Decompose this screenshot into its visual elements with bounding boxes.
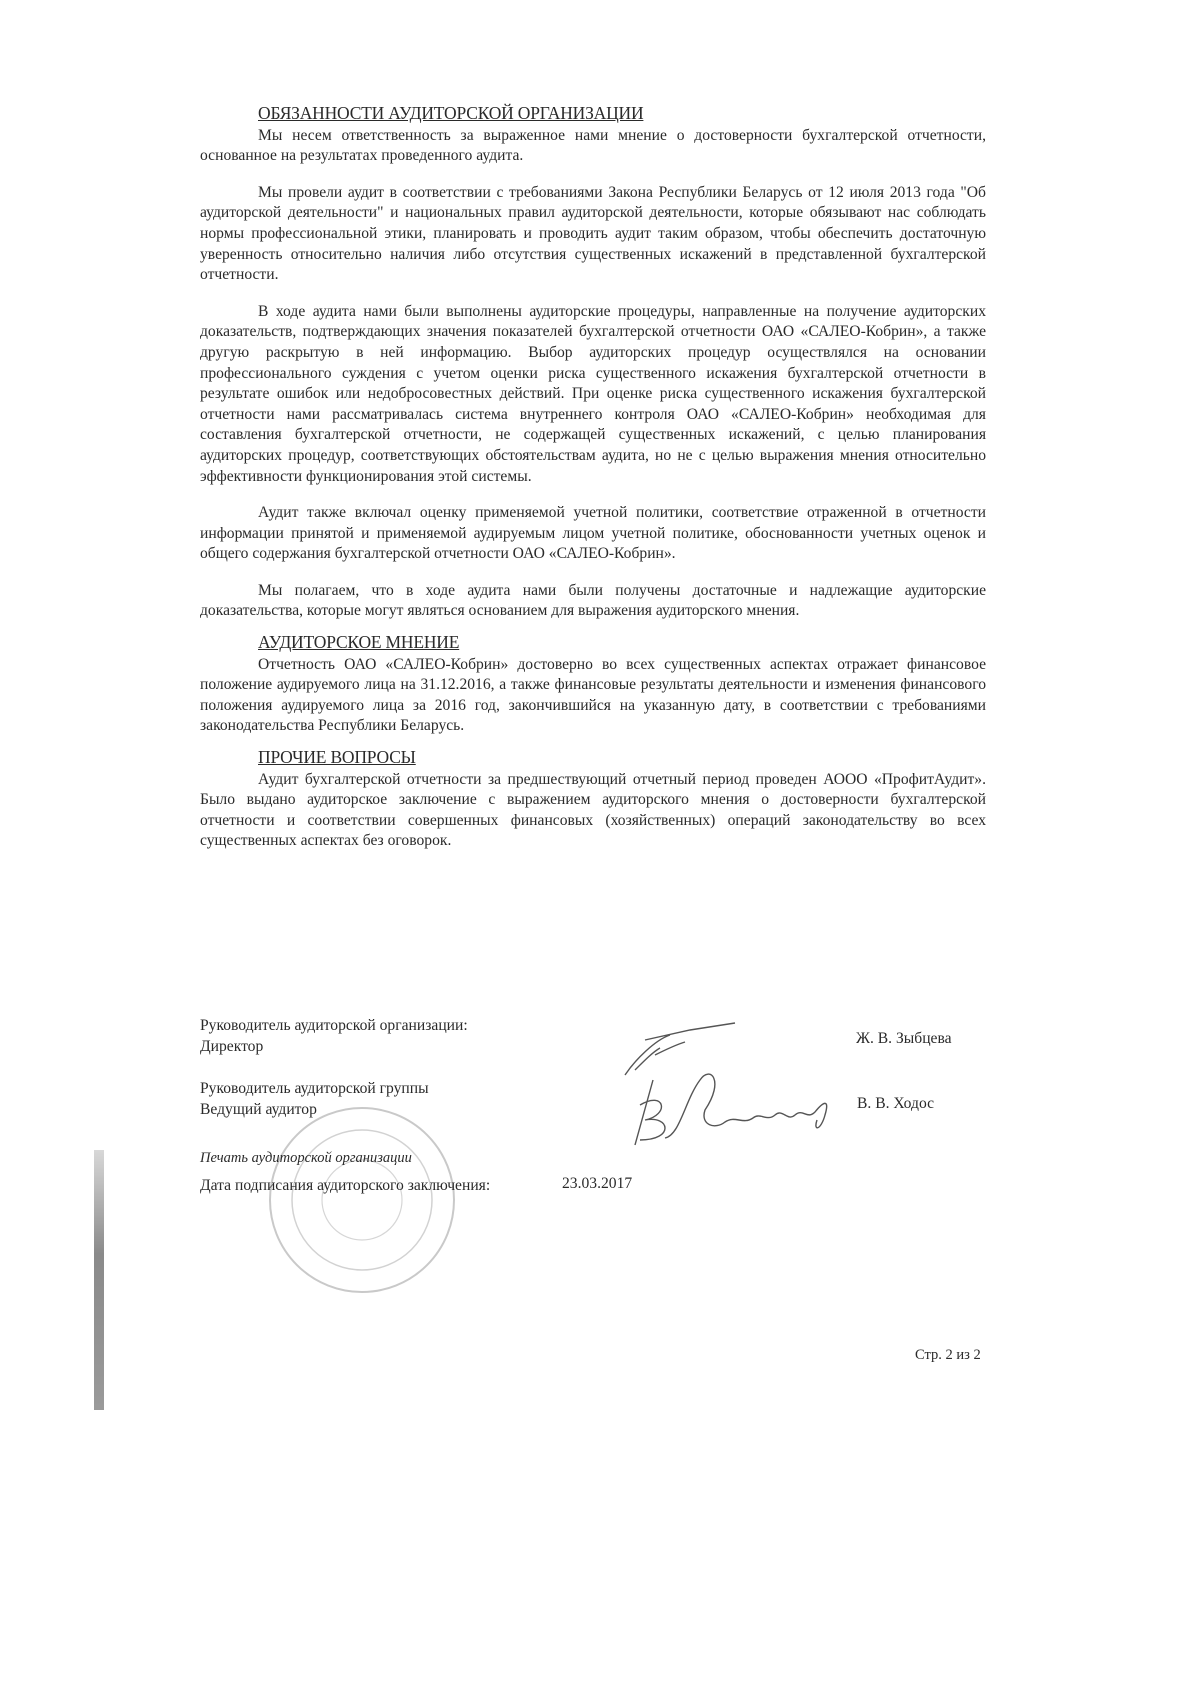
paragraph: Аудит бухгалтерской отчетности за предшествующий отчетный период проведен АООО «ПрофитАудит». Было выдано аудиторское заключение с выражением аудиторского мнения о достоверности бухгалтерской отчетности и соответствии совершенных финансовых (хозяйственных) операций законодательству во всех существенных аспектах без оговорок. (200, 770, 986, 850)
paragraph: Мы несем ответственность за выраженное нами мнение о достоверности бухгалтерской отчетности, основанное на результатах проведенного аудита. (200, 126, 986, 165)
section-other-matters (200, 747, 986, 852)
audit-organization-stamp (262, 1100, 462, 1300)
paragraph: В ходе аудита нами были выполнены аудиторские процедуры, направленные на получение аудиторских доказательств, подтверждающих значения показателей бухгалтерской отчетности ОАО «САЛЕО-Кобрин», а также другую раскрытую в ней информацию. Выбор аудиторских процедур осуществлялся на основании профессионального суждения с учетом оценки риска существенного искажения бухгалтерской отчетности в результате ошибок или недобросовестных действий. При оценке риска существенного искажения бухгалтерской отчетности нами рассматривалась система внутреннего контроля ОАО «САЛЕО-Кобрин» необходимая для составления бухгалтерской отчетности, не содержащей существенных искажений, с целью планирования аудиторских процедур, соответствующих обстоятельствам аудита, но не с целью выражения мнения относительно эффективности функционирования этой системы. (200, 302, 986, 485)
org-head-label: Руководитель аудиторской организации: (200, 1017, 468, 1034)
section-heading: АУДИТОРСКОЕ МНЕНИЕ (258, 632, 460, 653)
group-head-title: Ведущий аудитор (200, 1101, 317, 1118)
org-head-title: Директор (200, 1038, 264, 1055)
paragraph: Мы полагаем, что в ходе аудита нами были получены достаточные и надлежащие аудиторские доказательства, которые могут являться основанием для выражения аудиторского мнения. (200, 581, 986, 620)
section-audit-opinion (200, 632, 986, 737)
paragraph: Отчетность ОАО «САЛЕО-Кобрин» достоверно во всех существенных аспектах отражает финансовое положение аудируемого лица на 31.12.2016, а также финансовые результаты деятельности и изменения финансового положения аудируемого лица за 2016 год, закончившийся на указанную дату, в соответствии с требованиями законодательства Республики Беларусь. (200, 655, 986, 735)
org-head-name: Ж. В. Зыбцева (856, 1030, 952, 1047)
page-number: Стр. 2 из 2 (915, 1347, 981, 1363)
document-body (200, 103, 986, 868)
scan-edge-shadow (94, 1150, 104, 1410)
lead-auditor-signature (625, 1060, 855, 1150)
section-heading: ОБЯЗАННОСТИ АУДИТОРСКОЙ ОРГАНИЗАЦИИ (258, 103, 644, 123)
paragraph: Аудит также включал оценку применяемой учетной политики, соответствие отраженной в отчетности информации принятой и применяемой аудируемым лицом учетной политике, обоснованности учетных оценок и общего содержания бухгалтерской отчетности ОАО «САЛЕО-Кобрин». (200, 504, 986, 563)
seal-label: Печать аудиторской организации (200, 1150, 412, 1166)
paragraph: Мы провели аудит в соответствии с требованиями Закона Республики Беларусь от 12 июля 2013 года "Об аудиторской деятельности" и национальных правил аудиторской деятельности, которые обязывают нас соблюдать нормы профессиональной этики, планировать и проводить аудит таким образом, чтобы обеспечить достаточную уверенность относительно наличия либо отсутствия существенных искажений в представленной бухгалтерской отчетности. (200, 183, 986, 284)
signing-date-value: 23.03.2017 (562, 1175, 633, 1192)
signing-date-label: Дата подписания аудиторского заключения: (200, 1177, 491, 1194)
section-heading: ПРОЧИЕ ВОПРОСЫ (258, 747, 416, 768)
group-head-name: В. В. Ходос (857, 1095, 935, 1112)
group-head-label: Руководитель аудиторской группы (200, 1080, 429, 1097)
section-auditor-responsibilities (200, 103, 986, 622)
